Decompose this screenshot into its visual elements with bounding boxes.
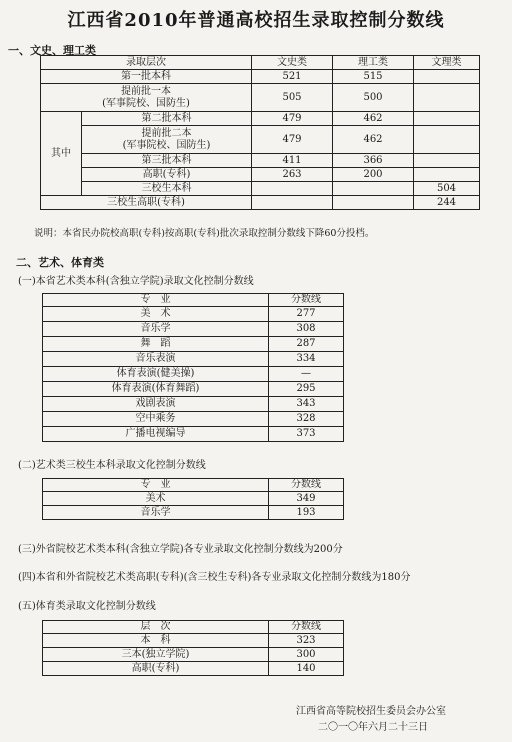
table-row	[41, 112, 480, 126]
header-score: 分数线	[269, 621, 344, 634]
row-major: 体育表演(健美操)	[43, 367, 269, 382]
row-wenshi: 479	[252, 112, 333, 126]
table-row	[43, 382, 344, 397]
score-table-1	[40, 55, 480, 210]
row-wenshi: 505	[252, 84, 333, 112]
table-row	[41, 168, 480, 182]
row-major: 音乐学	[43, 506, 269, 520]
row-level: 第二批本科	[82, 112, 252, 126]
header-level: 录取层次	[41, 56, 252, 70]
table-row	[43, 662, 344, 676]
row-level: 三校生本科	[82, 182, 252, 196]
row-score: 349	[269, 492, 344, 506]
row-wenli	[414, 168, 480, 182]
table-row	[43, 322, 344, 337]
sub3-text: (三)外省院校艺术类本科(含独立学院)各专业录取文化控制分数线为200分	[18, 544, 343, 555]
row-ligong	[333, 196, 414, 210]
table-row	[43, 352, 344, 367]
table-row	[43, 337, 344, 352]
row-score: 193	[269, 506, 344, 520]
table-row	[41, 126, 480, 154]
row-ligong: 462	[333, 112, 414, 126]
row-score: 328	[269, 412, 344, 427]
row-level-line2: (军事院校、国防生)	[102, 97, 190, 109]
table-row	[41, 154, 480, 168]
table-row	[43, 427, 344, 442]
row-score: 373	[269, 427, 344, 442]
row-score: 308	[269, 322, 344, 337]
row-score: 323	[269, 634, 344, 648]
row-level: 高职(专科)	[43, 662, 269, 676]
row-level	[41, 84, 252, 112]
row-wenli: 504	[414, 182, 480, 196]
row-wenshi: 411	[252, 154, 333, 168]
art-3school-table	[42, 478, 344, 520]
row-major: 美 术	[43, 307, 269, 322]
header-score: 分数线	[269, 294, 344, 307]
row-level-line1: 提前批一本	[121, 85, 171, 97]
signature-org: 江西省高等院校招生委员会办公室	[296, 706, 446, 717]
table-row	[43, 634, 344, 648]
row-score: 295	[269, 382, 344, 397]
row-ligong: 462	[333, 126, 414, 154]
sub5-heading: (五)体育类录取文化控制分数线	[18, 601, 156, 612]
row-major: 音乐学	[43, 322, 269, 337]
section2-heading: 二、艺术、体育类	[16, 256, 104, 269]
row-major: 戏剧表演	[43, 397, 269, 412]
row-major: 音乐表演	[43, 352, 269, 367]
sub4-text: (四)本省和外省院校艺术类高职(专科)(含三校生专科)各专业录取文化控制分数线为180分	[18, 572, 411, 583]
row-ligong: 515	[333, 70, 414, 84]
row-score: 334	[269, 352, 344, 367]
row-score: 300	[269, 648, 344, 662]
signature-date: 二〇一〇年六月二十三日	[318, 722, 428, 733]
row-wenli: 244	[414, 196, 480, 210]
table-row	[41, 196, 480, 210]
table-row	[41, 182, 480, 196]
table-row	[43, 412, 344, 427]
row-ligong: 366	[333, 154, 414, 168]
table-row	[41, 84, 480, 112]
pe-score-table	[42, 620, 344, 676]
row-level: 高职(专科)	[82, 168, 252, 182]
row-wenli	[414, 112, 480, 126]
table-row	[43, 397, 344, 412]
row-wenshi	[252, 182, 333, 196]
row-wenli	[414, 126, 480, 154]
art-score-table	[42, 293, 344, 442]
row-score: 287	[269, 337, 344, 352]
row-wenshi: 479	[252, 126, 333, 154]
header-ligong: 理工类	[333, 56, 414, 70]
row-major: 美术	[43, 492, 269, 506]
row-wenshi: 521	[252, 70, 333, 84]
table-row	[43, 506, 344, 520]
row-level: 本 科	[43, 634, 269, 648]
row-level-line1: 提前批二本	[141, 127, 192, 139]
row-major: 舞 蹈	[43, 337, 269, 352]
row-level: 第三批本科	[82, 154, 252, 168]
row-wenshi	[252, 196, 333, 210]
row-score: —	[269, 367, 344, 382]
row-level: 三本(独立学院)	[43, 648, 269, 662]
row-wenli	[414, 84, 480, 112]
header-wenshi: 文史类	[252, 56, 333, 70]
row-score: 140	[269, 662, 344, 676]
table-row	[43, 492, 344, 506]
header-wenli: 文理类	[414, 56, 480, 70]
row-score: 343	[269, 397, 344, 412]
header-major: 专 业	[43, 294, 269, 307]
table-row	[41, 70, 480, 84]
row-major: 体育表演(体育舞蹈)	[43, 382, 269, 397]
page-title: 江西省2010年普通高校招生录取控制分数线	[67, 10, 445, 31]
section1-note: 说明：本省民办院校高职(专科)按高职(专科)批次录取控制分数线下降60分投档。	[34, 228, 375, 239]
header-major: 专 业	[43, 479, 269, 492]
table-row	[43, 648, 344, 662]
sub2-heading: (二)艺术类三校生本科录取文化控制分数线	[18, 460, 206, 471]
group-label: 其中	[41, 112, 82, 196]
row-level-line2: (军事院校、国防生)	[122, 139, 211, 151]
row-level: 三校生高职(专科)	[41, 196, 252, 210]
row-level	[82, 126, 252, 154]
table-row	[43, 307, 344, 322]
row-ligong: 200	[333, 168, 414, 182]
row-ligong	[333, 182, 414, 196]
section1-heading: 一、文史、理工类	[8, 44, 96, 57]
row-score: 277	[269, 307, 344, 322]
sub1-heading: (一)本省艺术类本科(含独立学院)录取文化控制分数线	[18, 276, 254, 287]
row-wenli	[414, 70, 480, 84]
row-major: 空中乘务	[43, 412, 269, 427]
row-wenshi: 263	[252, 168, 333, 182]
table-row	[43, 367, 344, 382]
header-score: 分数线	[269, 479, 344, 492]
row-major: 广播电视编导	[43, 427, 269, 442]
row-ligong: 500	[333, 84, 414, 112]
row-wenli	[414, 154, 480, 168]
header-level: 层 次	[43, 621, 269, 634]
row-level: 第一批本科	[41, 70, 252, 84]
